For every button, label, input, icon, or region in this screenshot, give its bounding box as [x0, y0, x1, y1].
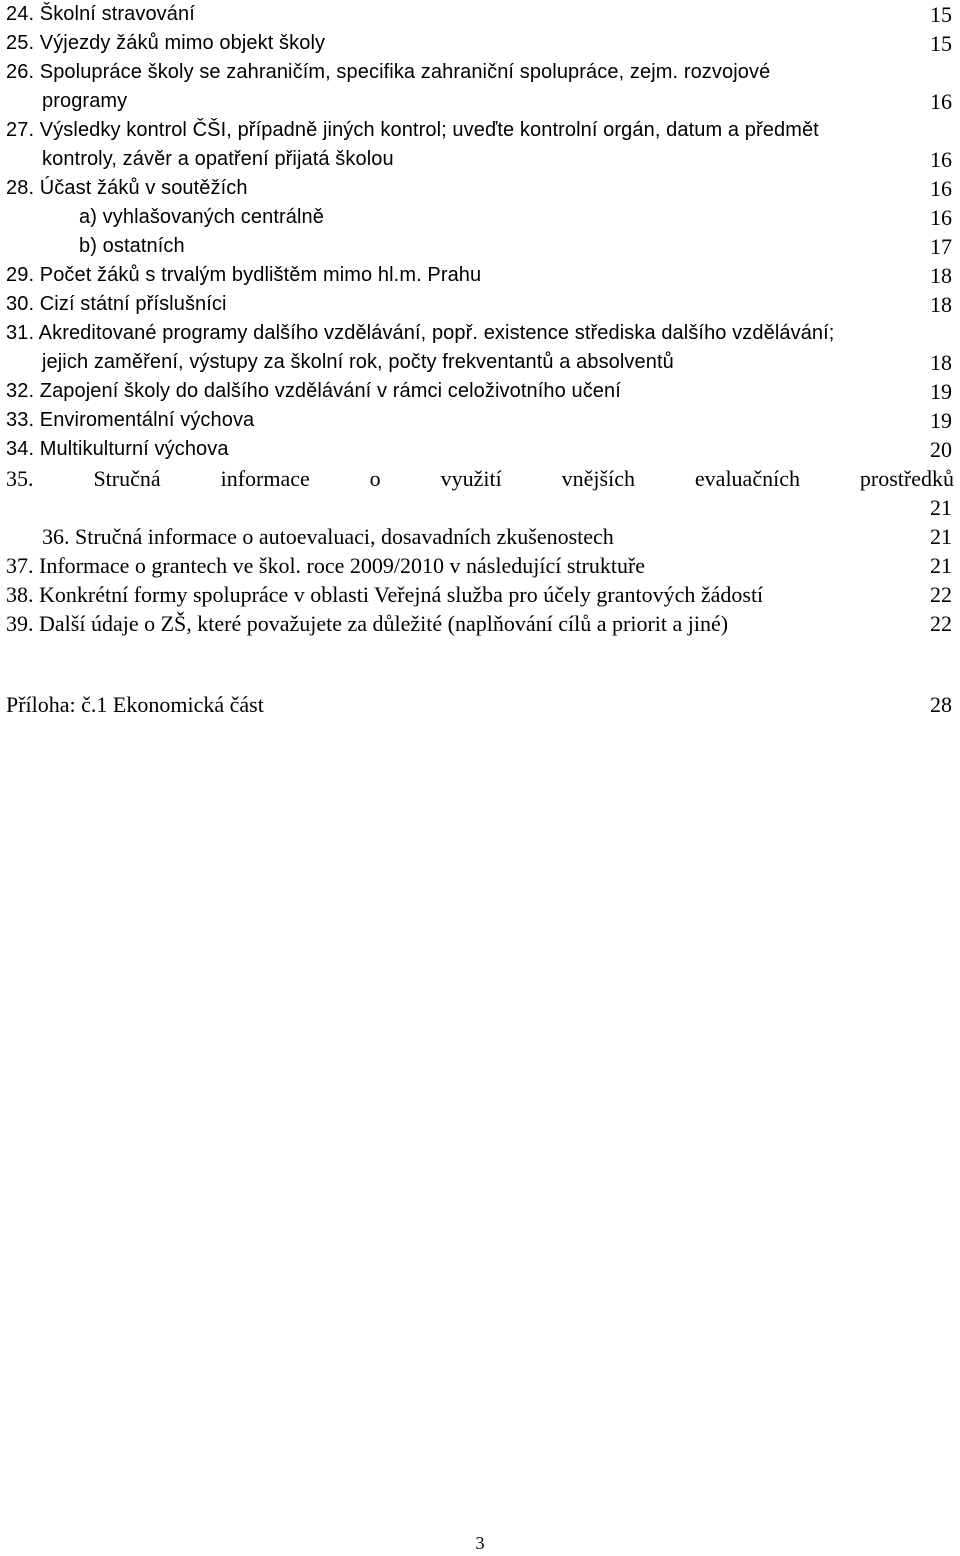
toc-entry-28b: [0, 232, 960, 261]
toc-entry-title: 29. Počet žáků s trvalým bydlištěm mimo hl.m. Prahu: [6, 264, 482, 286]
toc-entry-page: 21: [930, 553, 952, 578]
toc-entry-page: 19: [930, 408, 952, 433]
toc-entry-title: 38. Konkrétní formy spolupráce v oblasti Veřejná služba pro účely grantových žádostí: [6, 582, 764, 607]
toc-entry-page: 21: [930, 524, 952, 549]
toc-appendix: [0, 690, 960, 719]
toc-entry-33: [0, 406, 960, 435]
toc-entry-27: [0, 116, 960, 145]
toc-entry-page: 16: [930, 205, 952, 230]
toc-entry-page: 18: [930, 350, 952, 375]
toc-entry-page: 20: [930, 437, 952, 462]
toc-entry-title: 25. Výjezdy žáků mimo objekt školy: [6, 32, 326, 54]
toc-entry-page: 16: [930, 147, 952, 172]
toc-entry-title: 30. Cizí státní příslušníci: [6, 293, 227, 315]
toc-entry-32: [0, 377, 960, 406]
toc-entry-page: 15: [930, 31, 952, 56]
toc-entry-title: jejich zaměření, výstupy za školní rok, počty frekventantů a absolventů: [42, 351, 674, 373]
toc-appendix-page: 28: [930, 692, 952, 717]
toc-entry-title: 36. Stručná informace o autoevaluaci, dosavadních zkušenostech: [42, 524, 614, 549]
toc-entry-page: 16: [930, 176, 952, 201]
toc-entry-title: 24. Školní stravování: [6, 3, 195, 25]
toc-entry-35-page: [0, 493, 960, 522]
toc-entry-29: [0, 261, 960, 290]
toc-entry-page: 22: [930, 582, 952, 607]
toc-entry-title: 26. Spolupráce školy se zahraničím, specifika zahraniční spolupráce, zejm. rozvojové: [6, 61, 771, 83]
page-number: 3: [475, 1533, 485, 1553]
toc-entry-title: 32. Zapojení školy do dalšího vzdělávání v rámci celoživotního učení: [6, 380, 621, 402]
toc-appendix-title: Příloha: č.1 Ekonomická část: [6, 692, 264, 717]
toc-entry-page: 19: [930, 379, 952, 404]
toc-entry-39: [0, 609, 960, 638]
toc-entry-title: 33. Enviromentální výchova: [6, 409, 255, 431]
toc-entry-page: 22: [930, 611, 952, 636]
toc-entry-title: 37. Informace o grantech ve škol. roce 2009/2010 v následující struktuře: [6, 553, 646, 578]
toc-entry-page: 16: [930, 89, 952, 114]
toc-entry-26-cont: [0, 87, 960, 116]
toc-entry-37: [0, 551, 960, 580]
toc-entry-35: [0, 464, 960, 493]
toc-entry-25: [0, 29, 960, 58]
table-of-contents: [0, 0, 960, 719]
toc-entry-page: 18: [930, 292, 952, 317]
toc-entry-31-cont: [0, 348, 960, 377]
toc-entry-title: 34. Multikulturní výchova: [6, 438, 229, 460]
toc-entry-title: a) vyhlašovaných centrálně: [79, 206, 324, 228]
toc-entry-38: [0, 580, 960, 609]
toc-entry-28: [0, 174, 960, 203]
toc-entry-28a: [0, 203, 960, 232]
toc-entry-title: 35. Stručná informace o využití vnějších evaluačních prostředků: [6, 466, 954, 491]
toc-entry-26: [0, 58, 960, 87]
toc-entry-title: 39. Další údaje o ZŠ, které považujete za důležité (naplňování cílů a priorit a jiné): [6, 611, 729, 636]
toc-entry-title: 27. Výsledky kontrol ČŠI, případně jiných kontrol; uveďte kontrolní orgán, datum a předmět: [6, 119, 819, 141]
toc-entry-title: kontroly, závěr a opatření přijatá školou: [42, 148, 394, 170]
toc-entry-30: [0, 290, 960, 319]
toc-entry-24: [0, 0, 960, 29]
toc-entry-27-cont: [0, 145, 960, 174]
toc-entry-page: 21: [930, 495, 952, 520]
toc-entry-page: 15: [930, 2, 952, 27]
spacer: [0, 638, 960, 690]
toc-entry-title: b) ostatních: [79, 235, 185, 257]
toc-entry-34: [0, 435, 960, 464]
toc-entry-title: 28. Účast žáků v soutěžích: [6, 177, 248, 199]
toc-entry-36: [0, 522, 960, 551]
toc-entry-title: programy: [42, 90, 128, 112]
toc-entry-page: 17: [930, 234, 952, 259]
toc-entry-title: 31. Akreditované programy dalšího vzdělávání, popř. existence střediska dalšího vzdělávání;: [6, 322, 835, 344]
toc-entry-page: 18: [930, 263, 952, 288]
toc-entry-31: [0, 319, 960, 348]
